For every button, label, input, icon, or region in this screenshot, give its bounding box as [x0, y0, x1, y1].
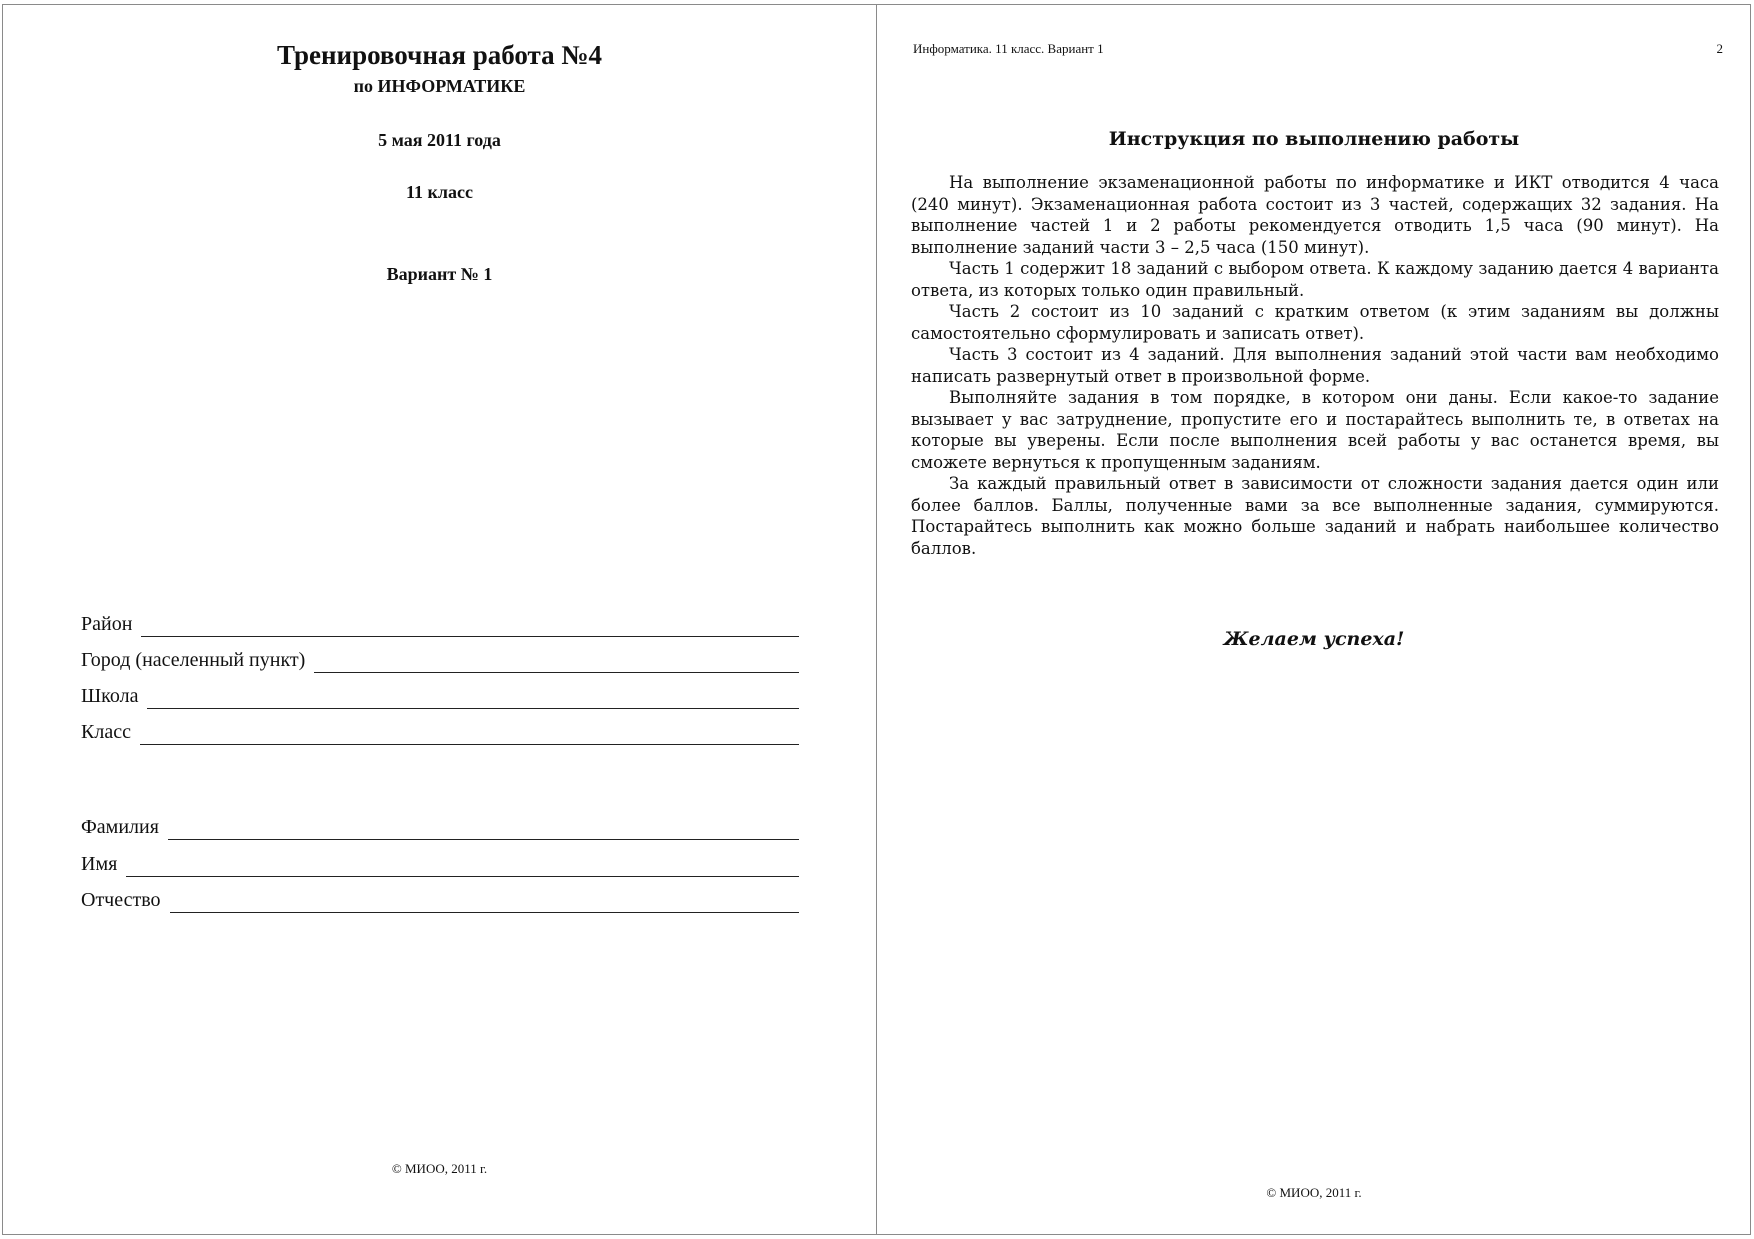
page-number: 2 [1716, 41, 1723, 56]
instructions-paragraph: Часть 3 состоит из 4 заданий. Для выполнения заданий этой части вам необходимо написать развернутый ответ в произвольной форме. [911, 345, 1719, 386]
field-familiya [81, 812, 799, 840]
field-imya [81, 849, 799, 877]
running-head: Информатика. 11 класс. Вариант 1 [913, 41, 1104, 56]
cover-copyright: © МИОО, 2011 г. [391, 1161, 488, 1176]
field-imya-label: Имя [81, 853, 118, 875]
field-otchestvo-label: Отчество [81, 889, 161, 911]
instructions-paragraph: Выполняйте задания в том порядке, в котором они даны. Если какое-то задание вызывает у вас затруднение, пропустите его и постарайтесь выполнить те, в ответах на которые вы уверены. Если после выполнения всей работы у вас останется время, вы сможете вернуться к пропущенным заданиям. [911, 388, 1719, 472]
field-klass-label: Класс [81, 721, 131, 743]
field-klass-blank[interactable] [140, 743, 799, 745]
instructions-page [877, 5, 1751, 1234]
cover-variant: Вариант № 1 [386, 264, 493, 284]
cover-subject: по ИНФОРМАТИКЕ [353, 76, 526, 96]
field-imya-blank[interactable] [126, 875, 799, 877]
field-gorod [81, 645, 799, 673]
field-familiya-label: Фамилия [81, 816, 159, 838]
field-rayon-blank[interactable] [141, 635, 799, 637]
instructions-paragraph: Часть 2 состоит из 10 заданий с кратким ответом (к этим заданиям вы должны самостоятельно сформулировать и записать ответ). [911, 302, 1719, 343]
field-gorod-label: Город (населенный пункт) [81, 649, 306, 671]
field-shkola-blank[interactable] [147, 707, 799, 709]
instructions-paragraph: За каждый правильный ответ в зависимости от сложности задания дается один или более баллов. Баллы, полученные вами за все выполненные задания, суммируются. Постарайтесь выполнить как можно больше заданий и набрать наибольшее количество баллов. [911, 474, 1719, 558]
instructions-paragraph: Часть 1 содержит 18 заданий с выбором ответа. К каждому заданию дается 4 варианта ответа, из которых только один правильный. [911, 259, 1719, 300]
field-familiya-blank[interactable] [168, 838, 799, 840]
field-klass [81, 717, 799, 745]
instructions-body [911, 172, 1719, 559]
field-rayon-label: Район [81, 613, 133, 635]
field-gorod-blank[interactable] [314, 671, 799, 673]
cover-page [3, 5, 876, 1234]
cover-date: 5 мая 2011 года [378, 130, 501, 150]
instructions-title: Инструкция по выполнению работы [1108, 128, 1520, 150]
field-shkola [81, 681, 799, 709]
field-shkola-label: Школа [81, 685, 139, 707]
closing-wish: Желаем успеха! [1223, 628, 1405, 650]
instructions-copyright: © МИОО, 2011 г. [1266, 1185, 1362, 1200]
cover-grade: 11 класс [406, 182, 473, 202]
field-otchestvo [81, 885, 799, 913]
field-otchestvo-blank[interactable] [170, 911, 799, 913]
cover-title: Тренировочная работа №4 [276, 40, 603, 70]
field-rayon [81, 609, 799, 637]
instructions-paragraph: На выполнение экзаменационной работы по информатике и ИКТ отводится 4 часа (240 минут). Экзаменационная работа состоит из 3 частей, содержащих 32 задания. На выполнение частей 1 и 2 работы рекомендуется отводить 1,5 часа (90 минут). На выполнение заданий части 3 – 2,5 часа (150 минут). [911, 173, 1719, 257]
